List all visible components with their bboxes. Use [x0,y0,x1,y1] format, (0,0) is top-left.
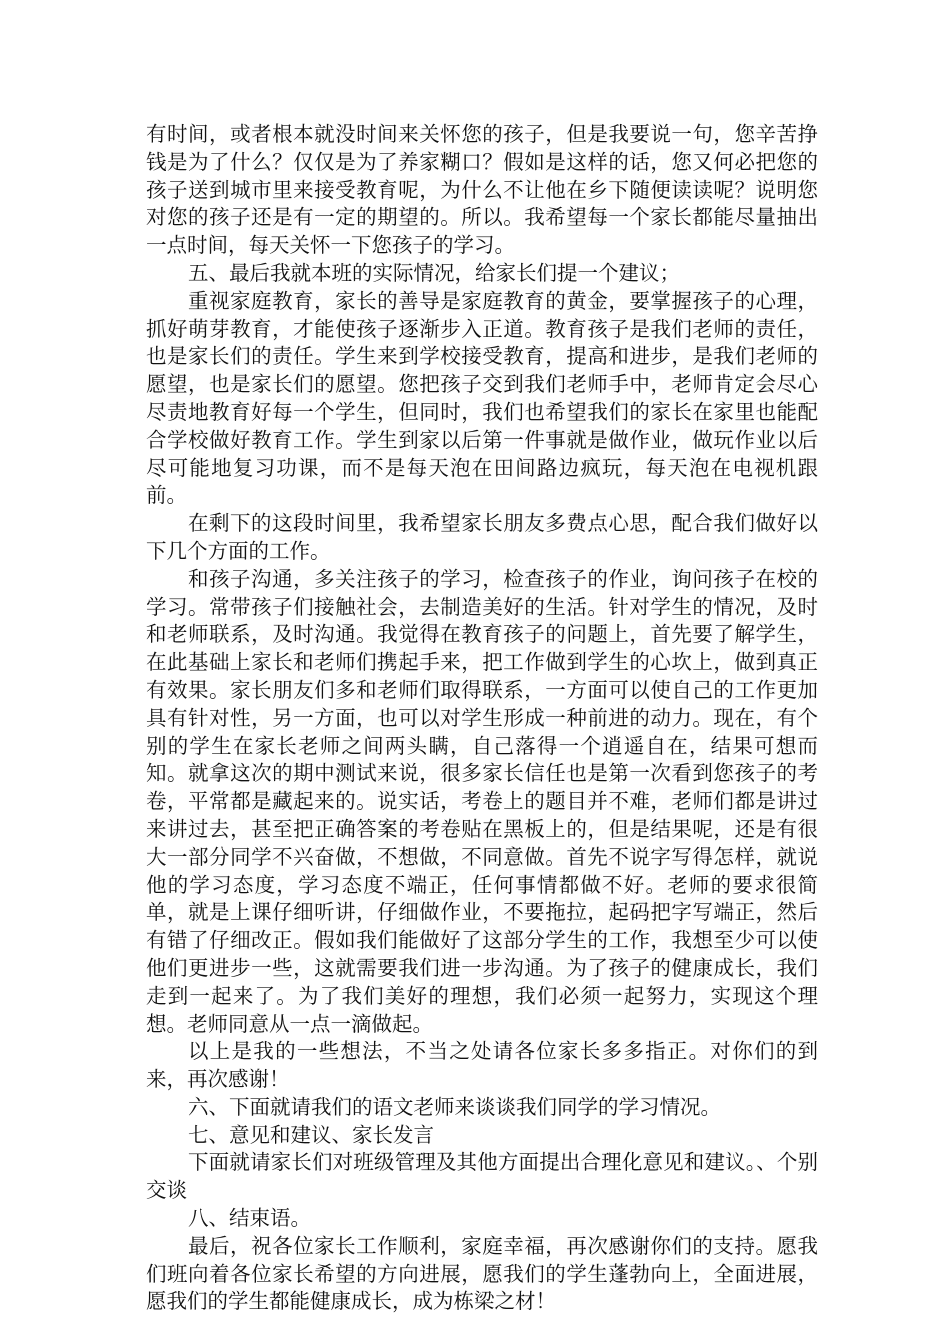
paragraph-2: 五、最后我就本班的实际情况，给家长们提一个建议； [188,260,680,285]
document-body [146,121,818,1316]
paragraph-11: 最后，祝各位家长工作顺利，家庭幸福，再次感谢你们的支持。愿我们班向着各位家长希望的方向进展，愿我们的学生蓬勃向上，全面进展，愿我们的学生都能健康成长，成为栋梁之材！ [146,1233,818,1314]
paragraph-5: 和孩子沟通，多关注孩子的学习，检查孩子的作业，询问孩子在校的学习。常带孩子们接触社会，去制造美好的生活。针对学生的情况，及时和老师联系，及时沟通。我觉得在教育孩子的问题上，首先要了解学生，在此基础上家长和老师们携起手来，把工作做到学生的心坎上，做到真正有效果。家长朋友们多和老师们取得联系，一方面可以使自己的工作更加具有针对性，另一方面，也可以对学生形成一种前进的动力。现在，有个别的学生在家长老师之间两头瞒，自己落得一个逍遥自在，结果可想而知。就拿这次的期中测试来说，很多家长信任也是第一次看到您孩子的考卷，平常都是藏起来的。说实话，考卷上的题目并不难，老师们都是讲过来讲过去，甚至把正确答案的考卷贴在黑板上的，但是结果呢，还是有很大一部分同学不兴奋做，不想做，不同意做。首先不说字写得怎样，就说他的学习态度，学习态度不端正，任何事情都做不好。老师的要求很简单，就是上课仔细听讲，仔细做作业，不要拖拉，起码把字写端正，然后有错了仔细改正。假如我们能做好了这部分学生的工作，我想至少可以使他们更进步一些，这就需要我们进一步沟通。为了孩子的健康成长，我们走到一起来了。为了我们美好的理想，我们必须一起努力，实现这个理想。老师同意从一点一滴做起。 [146,566,818,1036]
paragraph-6: 以上是我的一些想法，不当之处请各位家长多多指正。对你们的到来，再次感谢！ [146,1039,818,1092]
paragraph-9: 下面就请家长们对班级管理及其他方面提出合理化意见和建议。、个别交谈 [146,1150,818,1203]
paragraph-7: 六、下面就请我们的语文老师来谈谈我们同学的学习情况。 [188,1094,721,1119]
paragraph-3: 重视家庭教育，家长的善导是家庭教育的黄金，要掌握孩子的心理，抓好萌芽教育，才能使孩子逐渐步入正道。教育孩子是我们老师的责任，也是家长们的责任。学生来到学校接受教育，提高和进步，是我们老师的愿望，也是家长们的愿望。您把孩子交到我们老师手中，老师肯定会尽心尽责地教育好每一个学生，但同时，我们也希望我们的家长在家里也能配合学校做好教育工作。学生到家以后第一件事就是做作业，做玩作业以后尽可能地复习功课，而不是每天泡在田间路边疯玩，每天泡在电视机跟前。 [146,288,818,508]
paragraph-10: 八、结束语。 [188,1206,311,1231]
paragraph-4: 在剩下的这段时间里，我希望家长朋友多费点心思，配合我们做好以下几个方面的工作。 [146,511,818,563]
paragraph-1: 有时间，或者根本就没时间来关怀您的孩子，但是我要说一句，您辛苦挣钱是为了什么？仅仅是为了养家糊口？假如是这样的话，您又何必把您的孩子送到城市里来接受教育呢，为什么不让他在乡下随便读读呢？说明您对您的孩子还是有一定的期望的。所以。我希望每一个家长都能尽量抽出一点时间，每天关怀一下您孩子的学习。 [146,122,818,258]
paragraph-8: 七、意见和建议、家长发言 [188,1122,434,1147]
